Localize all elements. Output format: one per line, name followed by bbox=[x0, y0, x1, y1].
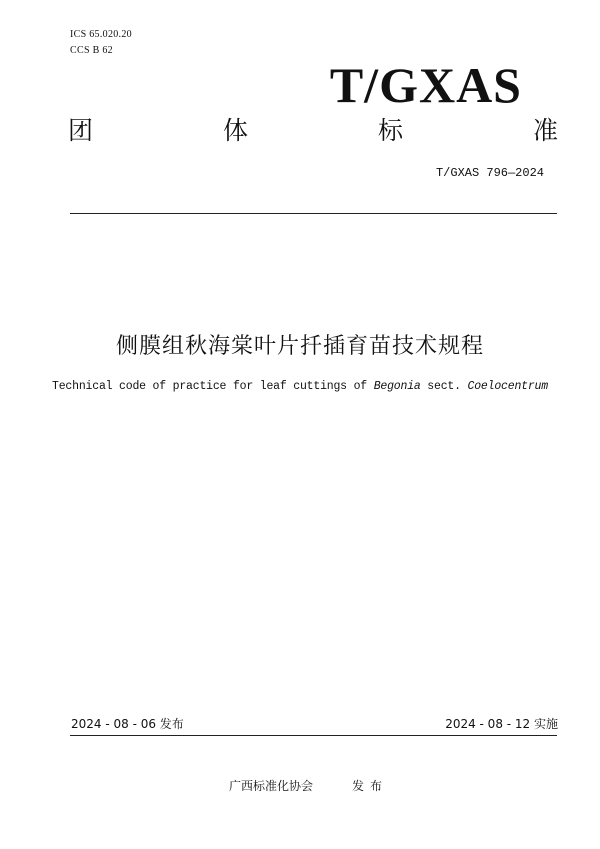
title-english-genus: Begonia bbox=[373, 380, 421, 393]
publisher-name: 广西标准化协会 bbox=[229, 779, 314, 793]
implementation-date: 2024 - 08 - 12 实施 bbox=[445, 717, 558, 731]
standard-number: T/GXAS 796—2024 bbox=[435, 166, 544, 180]
title-english-mid: sect. bbox=[420, 380, 468, 393]
standard-type-char: 体 bbox=[222, 116, 248, 145]
footer-divider bbox=[70, 735, 557, 736]
standard-type-char: 准 bbox=[532, 116, 558, 145]
standard-logo: T/GXAS bbox=[329, 57, 522, 113]
ccs-code: CCS B 62 bbox=[70, 45, 113, 56]
publish-label: 发布 bbox=[352, 779, 389, 793]
header-divider bbox=[70, 213, 557, 214]
title-english bbox=[0, 380, 600, 393]
title-chinese: 侧膜组秋海棠叶片扦插育苗技术规程 bbox=[115, 334, 484, 359]
title-english-section: Coelocentrum bbox=[467, 380, 548, 393]
standard-type-char: 标 bbox=[377, 116, 403, 145]
standard-type-label bbox=[68, 116, 558, 146]
ics-code: ICS 65.020.20 bbox=[70, 29, 132, 40]
issue-date: 2024 - 08 - 06 发布 bbox=[71, 717, 184, 731]
title-english-prefix: Technical code of practice for leaf cuttings of bbox=[52, 380, 374, 393]
standard-type-char: 团 bbox=[68, 116, 94, 145]
